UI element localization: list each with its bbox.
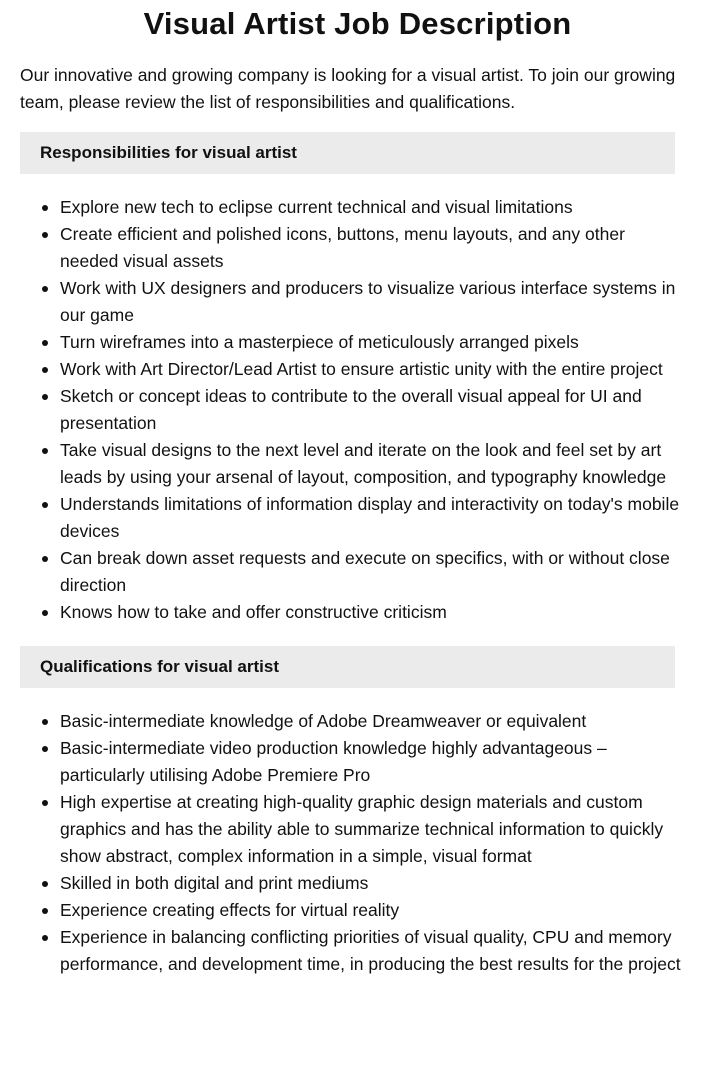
list-item — [60, 329, 695, 356]
list-item-text: Work with UX designers and producers to visualize various interface systems in our game — [60, 278, 676, 325]
bullet-icon — [42, 610, 48, 616]
list-item — [60, 383, 695, 437]
bullet-icon — [42, 340, 48, 346]
qualifications-list — [20, 708, 695, 978]
list-item — [60, 221, 695, 275]
list-item-text: Basic-intermediate video production knowledge highly advantageous – particularly utilising Adobe Premiere Pro — [60, 738, 607, 785]
list-item — [60, 491, 695, 545]
list-item-text: Can break down asset requests and execute on specifics, with or without close direction — [60, 548, 670, 595]
list-item — [60, 356, 695, 383]
bullet-icon — [42, 935, 48, 941]
bullet-icon — [42, 746, 48, 752]
bullet-icon — [42, 232, 48, 238]
bullet-icon — [42, 502, 48, 508]
list-item — [60, 599, 695, 626]
bullet-icon — [42, 556, 48, 562]
bullet-icon — [42, 367, 48, 373]
list-item-text: Sketch or concept ideas to contribute to the overall visual appeal for UI and presentation — [60, 386, 642, 433]
list-item-text: Skilled in both digital and print mediums — [60, 873, 369, 893]
list-item — [60, 275, 695, 329]
list-item-text: Experience creating effects for virtual reality — [60, 900, 400, 920]
list-item-text: Work with Art Director/Lead Artist to ensure artistic unity with the entire project — [60, 359, 663, 379]
bullet-icon — [42, 394, 48, 400]
list-item — [60, 194, 695, 221]
responsibilities-list — [20, 194, 695, 626]
list-item-text: Turn wireframes into a masterpiece of meticulously arranged pixels — [60, 332, 579, 352]
list-item-text: Basic-intermediate knowledge of Adobe Dreamweaver or equivalent — [60, 711, 587, 731]
list-item-text: Understands limitations of information display and interactivity on today's mobile devices — [60, 494, 680, 541]
list-item-text: Take visual designs to the next level and iterate on the look and feel set by art leads by using your arsenal of layout, composition, and typography knowledge — [60, 440, 667, 487]
list-item — [60, 789, 695, 870]
list-item — [60, 708, 695, 735]
bullet-icon — [42, 286, 48, 292]
list-item — [60, 437, 695, 491]
bullet-icon — [42, 881, 48, 887]
page-title: Visual Artist Job Description — [143, 6, 572, 41]
list-item-text: Knows how to take and offer constructive criticism — [60, 602, 447, 622]
qualifications-section — [20, 646, 695, 978]
list-item — [60, 870, 695, 897]
list-item — [60, 735, 695, 789]
bullet-icon — [42, 908, 48, 914]
responsibilities-section — [20, 132, 695, 626]
list-item-text: Explore new tech to eclipse current technical and visual limitations — [60, 197, 573, 217]
bullet-icon — [42, 800, 48, 806]
section-heading-qualifications: Qualifications for visual artist — [20, 646, 675, 688]
list-item — [60, 545, 695, 599]
list-item-text: Experience in balancing conflicting priorities of visual quality, CPU and memory performance, and development time, in producing the best results for the project — [60, 927, 681, 974]
list-item-text: Create efficient and polished icons, buttons, menu layouts, and any other needed visual assets — [60, 224, 625, 271]
list-item — [60, 897, 695, 924]
bullet-icon — [42, 448, 48, 454]
bullet-icon — [42, 719, 48, 725]
intro-paragraph: Our innovative and growing company is looking for a visual artist. To join our growing team, please review the list of responsibilities and qualifications. — [20, 65, 676, 112]
list-item — [60, 924, 695, 978]
bullet-icon — [42, 205, 48, 211]
list-item-text: High expertise at creating high-quality graphic design materials and custom graphics and has the ability able to summarize technical information to quickly show abstract, complex information in a simple, visual format — [60, 792, 664, 866]
section-heading-responsibilities: Responsibilities for visual artist — [20, 132, 675, 174]
